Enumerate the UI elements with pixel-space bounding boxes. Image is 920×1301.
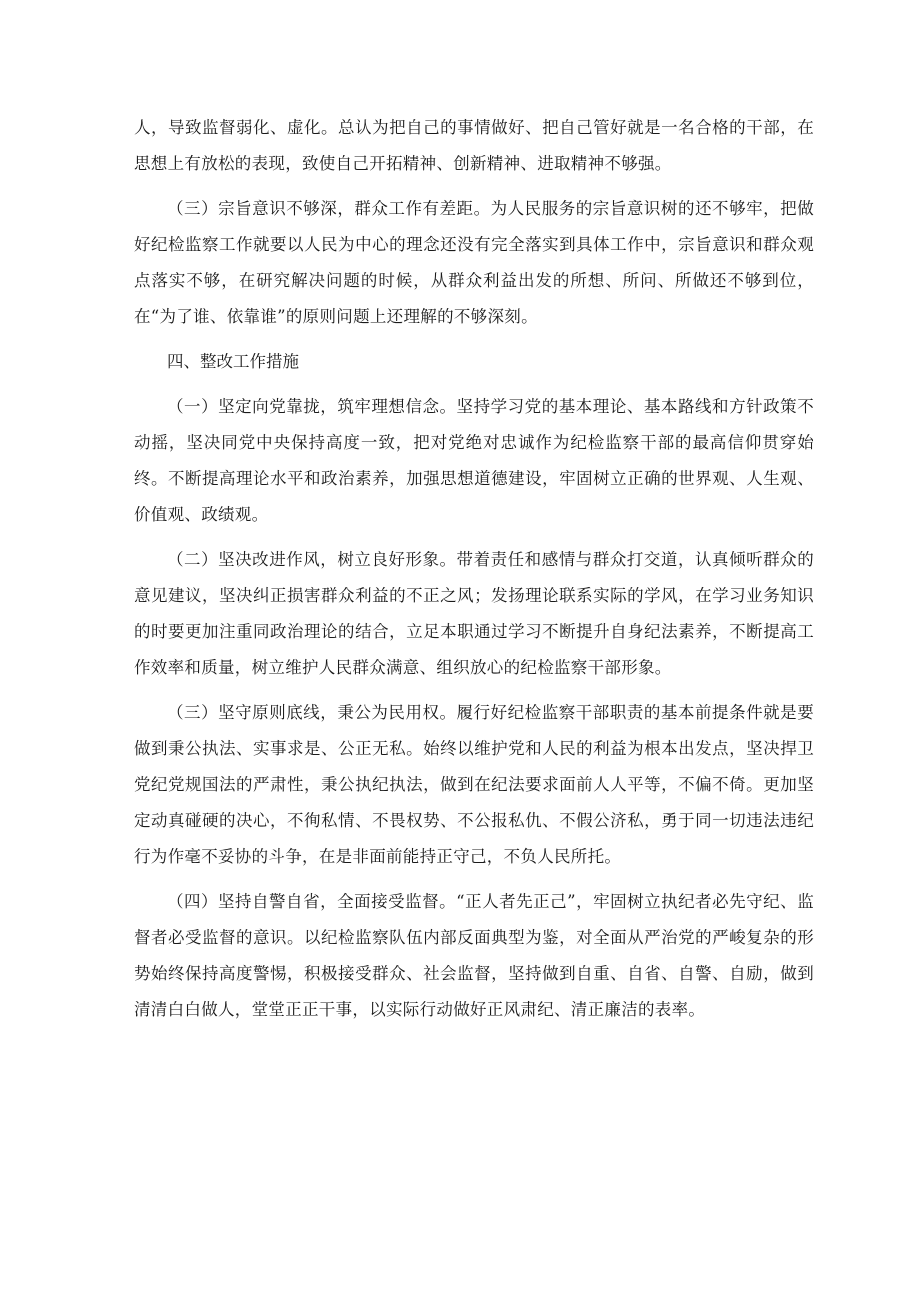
paragraph-purpose-awareness: （三）宗旨意识不够深，群众工作有差距。为人民服务的宗旨意识树的还不够牢，把做好纪检监察工作就要以人民为中心的理念还没有完全落实到具体工作中，宗旨意识和群众观点落实不够，在研究解决问题的时候，从群众利益出发的所想、所问、所做还不够到位，在“为了谁、依靠谁”的原则问题上还理解的不够深刻。: [134, 199, 814, 326]
paragraph-measure-3: （三）坚守原则底线，秉公为民用权。履行好纪检监察干部职责的基本前提条件就是要做到秉公执法、实事求是、公正无私。始终以维护党和人民的利益为根本出发点，坚决捍卫党纪党规国法的严肃性，秉公执纪执法，做到在纪法要求面前人人平等，不偏不倚。更加坚定动真碰硬的决心，不徇私情、不畏权势、不公报私仇、不假公济私，勇于同一切违法违纪行为作毫不妥协的斗争，在是非面前能持正守己，不负人民所托。: [134, 703, 814, 866]
paragraph-measure-2: （二）坚决改进作风，树立良好形象。带着责任和感情与群众打交道，认真倾听群众的意见建议，坚决纠正损害群众利益的不正之风；发扬理论联系实际的学风，在学习业务知识的时要更加注重同政治理论的结合，立足本职通过学习不断提升自身纪法素养，不断提高工作效率和质量，树立维护人民群众满意、组织放心的纪检监察干部形象。: [134, 550, 814, 677]
paragraph-measure-4: （四）坚持自警自省，全面接受监督。“正人者先正己”，牢固树立执纪者必先守纪、监督者必受监督的意识。以纪检监察队伍内部反面典型为鉴，对全面从严治党的严峻复杂的形势始终保持高度警惕，积极接受群众、社会监督，坚持做到自重、自省、自警、自励，做到清清白白做人，堂堂正正干事，以实际行动做好正风肃纪、清正廉洁的表率。: [134, 892, 814, 1019]
paragraph-measure-1: （一）坚定向党靠拢，筑牢理想信念。坚持学习党的基本理论、基本路线和方针政策不动摇，坚决同党中央保持高度一致，把对党绝对忠诚作为纪检监察干部的最高信仰贯穿始终。不断提高理论水平和政治素养，加强思想道德建设，牢固树立正确的世界观、人生观、价值观、政绩观。: [134, 397, 814, 524]
document-page: [134, 110, 814, 1037]
paragraph-continuation: 人，导致监督弱化、虚化。总认为把自己的事情做好、把自己管好就是一名合格的干部，在思想上有放松的表现，致使自己开拓精神、创新精神、进取精神不够强。: [134, 118, 814, 173]
section-heading-rectification-measures: 四、整改工作措施: [167, 352, 299, 371]
